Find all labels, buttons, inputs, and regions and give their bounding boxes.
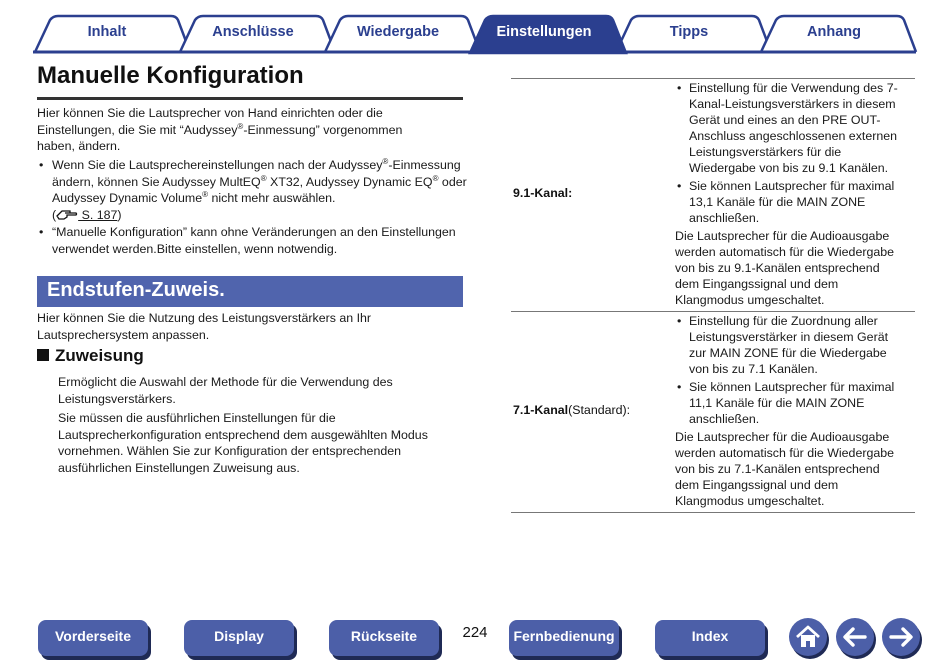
- text-line: werden automatisch für die Wiedergabe: [675, 446, 895, 460]
- arrow-right-icon: [882, 618, 920, 656]
- text-line: • Einstellung für die Verwendung des 7-: [689, 81, 898, 95]
- table-rule-bottom: [511, 512, 915, 513]
- text-line: 11,1 Kanäle für die MAIN ZONE: [689, 396, 865, 410]
- tab-wiedergabe[interactable]: Wiedergabe: [356, 24, 440, 40]
- page-title: Manuelle Konfiguration: [37, 62, 304, 89]
- intro-text-b: -Einmessung” vorgenommen: [243, 122, 403, 137]
- sub-p2-line-1: Sie müssen die ausführlichen Einstellungen für die: [58, 411, 336, 425]
- arrow-left-icon: [836, 618, 874, 656]
- note-1-text-5: nicht mehr auswählen.: [208, 191, 336, 205]
- text-line: dem Eingangssignal und dem: [675, 277, 839, 291]
- list-item: [675, 313, 915, 377]
- square-bullet-icon: [37, 349, 49, 361]
- fernbedienung-button[interactable]: [509, 620, 619, 656]
- text-line: Klangmodus umgeschaltet.: [675, 494, 825, 508]
- tab-anhang[interactable]: Anhang: [807, 24, 861, 40]
- home-button[interactable]: [789, 618, 827, 656]
- list-item: [675, 379, 915, 427]
- intro-text-a: Einstellungen, die Sie mit “Audyssey: [37, 122, 238, 137]
- row-2-note: [675, 429, 915, 509]
- reg-mark: ®: [432, 173, 439, 183]
- sub-p1-line-1: Ermöglicht die Auswahl der Methode für die Verwendung des: [58, 375, 393, 389]
- list-item: • “Manuelle Konfiguration” kann ohne Veränderungen an den Einstellungen verwendet werden.Bitte einstellen, wenn notwendig.: [37, 224, 467, 257]
- reg-mark: ®: [382, 156, 389, 166]
- row-label-9-1: [513, 186, 572, 200]
- ref-open: (: [52, 207, 57, 222]
- forward-button[interactable]: [882, 618, 920, 656]
- home-icon: [789, 618, 827, 656]
- page-reference-link[interactable]: S. 187: [78, 207, 118, 222]
- text-line: 13,1 Kanäle für die MAIN ZONE: [689, 195, 866, 209]
- reg-mark: ®: [237, 121, 244, 131]
- section-intro: [37, 310, 467, 343]
- fernbedienung-label: Fernbedienung: [513, 628, 615, 644]
- text-line: von bis zu 7.1 Kanälen.: [689, 362, 818, 376]
- row-2-bullets: [675, 313, 915, 427]
- title-rule: [37, 97, 463, 100]
- row-label-7-1-rest: (Standard):: [568, 403, 631, 417]
- intro-paragraph: [37, 105, 467, 155]
- subsection-heading: [37, 346, 144, 366]
- ref-close: ): [117, 207, 122, 222]
- sub-p2-line-4: ausführlichen Einstellungen Zuweisung aus.: [58, 460, 300, 475]
- text-line: von bis zu 9.1-Kanälen entsprechend: [675, 261, 880, 275]
- list-item: [675, 80, 915, 176]
- tab-bar: [0, 0, 950, 56]
- subsection-title: Zuweisung: [55, 346, 144, 365]
- tab-inhalt[interactable]: Inhalt: [87, 24, 127, 40]
- text-line: Die Lautsprecher für die Audioausgabe: [675, 229, 890, 243]
- index-button[interactable]: [655, 620, 765, 656]
- intro-line-1: Hier können Sie die Lautsprecher von Hand einrichten oder die: [37, 106, 383, 120]
- rueckseite-button[interactable]: [329, 620, 439, 656]
- reg-mark: ®: [202, 189, 209, 199]
- rueckseite-label: Rückseite: [350, 628, 418, 644]
- text-line: zur MAIN ZONE für die Wiedergabe: [689, 346, 887, 360]
- reg-mark: ®: [260, 173, 267, 183]
- tab-einstellungen[interactable]: Einstellungen: [496, 24, 592, 40]
- text-line: Anschluss angeschlossenen externen: [689, 129, 898, 143]
- sub-p2-line-2: Lautsprecherkonfiguration entsprechend dem ausgewählten Modus: [58, 427, 428, 442]
- note-1-text-4: oder Audyssey Dynamic Volume: [52, 174, 467, 205]
- table-rule-top: [511, 78, 915, 79]
- display-button[interactable]: [184, 620, 294, 656]
- sub-p2-line-3: vornehmen. Wählen Sie zur Konfiguration der entsprechenden: [58, 444, 402, 458]
- row-label-9-1-text: 9.1-Kanal:: [513, 186, 573, 200]
- section-intro-line-2: Lautsprechersystem anpassen.: [37, 327, 210, 342]
- text-line: von bis zu 7.1-Kanälen entsprechend: [675, 462, 880, 476]
- intro-line-2: [37, 122, 467, 139]
- vorderseite-label: Vorderseite: [55, 628, 131, 644]
- sub-p1-line-2: Leistungsverstärkers.: [58, 391, 176, 406]
- note-1-text-1: Wenn Sie die Lautsprechereinstellungen nach der Audyssey: [52, 158, 383, 172]
- vorderseite-button[interactable]: [38, 620, 148, 656]
- section-intro-line-1: Hier können Sie die Nutzung des Leistungsverstärkers an Ihr: [37, 311, 372, 325]
- page-number: 224: [462, 624, 488, 641]
- row-label-7-1: [513, 403, 630, 417]
- intro-line-3: haben, ändern.: [37, 139, 121, 153]
- text-line: • Sie können Lautsprecher für maximal: [689, 179, 895, 193]
- note-1-text-3: XT32, Audyssey Dynamic EQ: [266, 174, 433, 189]
- section-title: Endstufen-Zuweis.: [47, 279, 225, 301]
- text-line: Wiedergabe von bis zu 9.1 Kanälen.: [689, 161, 889, 175]
- text-line: werden automatisch für die Wiedergabe: [675, 245, 895, 259]
- tab-anschluesse[interactable]: Anschlüsse: [212, 24, 294, 40]
- text-line: dem Eingangssignal und dem: [675, 478, 839, 492]
- section-header: [37, 276, 463, 307]
- list-item: [37, 157, 467, 223]
- text-line: Leistungsverstärker in diesem Gerät: [689, 330, 889, 344]
- text-line: Die Lautsprecher für die Audioausgabe: [675, 430, 890, 444]
- pointing-hand-icon: [56, 207, 78, 221]
- back-button[interactable]: [836, 618, 874, 656]
- row-1-bullets: [675, 80, 915, 226]
- text-line: Klangmodus umgeschaltet.: [675, 293, 825, 307]
- text-line: Leistungsverstärkers für die: [689, 145, 842, 159]
- text-line: • Sie können Lautsprecher für maximal: [689, 380, 895, 394]
- index-label: Index: [691, 628, 729, 644]
- text-line: Kanal-Leistungsverstärkers in diesem: [689, 97, 896, 111]
- row-1-note: [675, 228, 915, 308]
- text-line: Gerät und eines an den PRE OUT-: [689, 113, 881, 127]
- table-row: [675, 80, 915, 308]
- row-label-7-1-bold: 7.1-Kanal: [513, 403, 569, 417]
- display-label: Display: [214, 628, 264, 644]
- text-line: • Einstellung für die Zuordnung aller: [689, 314, 878, 328]
- subsection-body: [58, 374, 468, 476]
- note-list: [37, 157, 467, 258]
- list-item: [675, 178, 915, 226]
- tab-tipps[interactable]: Tipps: [669, 24, 709, 40]
- text-line: anschließen.: [689, 211, 760, 225]
- table-row: [675, 313, 915, 509]
- note-1-text-2: -Einmessung ändern, können Sie Audyssey MultEQ: [52, 158, 461, 189]
- table-rule-middle: [511, 311, 915, 312]
- text-line: anschließen.: [689, 412, 760, 426]
